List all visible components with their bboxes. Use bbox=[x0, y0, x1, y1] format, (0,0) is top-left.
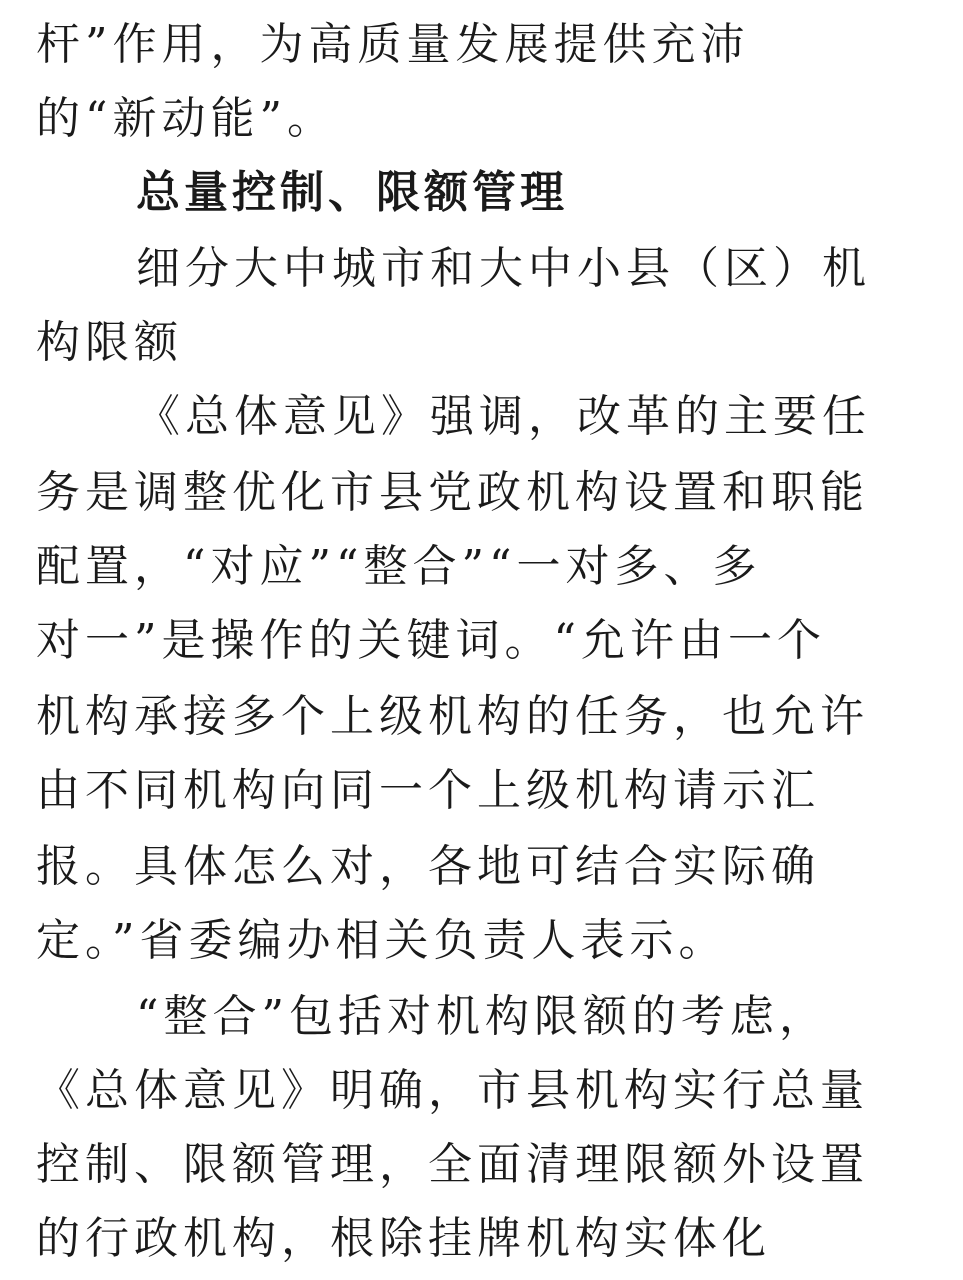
paragraph-line: 细分大中城市和大中小县（区）机 bbox=[136, 243, 871, 294]
section-heading: 总量控制、限额管理 bbox=[136, 167, 568, 218]
paragraph-line: 控制、限额管理，全面清理限额外设置 bbox=[36, 1139, 869, 1190]
paragraph-line: 《总体意见》明确，市县机构实行总量 bbox=[36, 1065, 869, 1116]
paragraph-line: 的“新动能”。 bbox=[36, 93, 336, 144]
paragraph-line: 构限额 bbox=[36, 317, 183, 368]
paragraph-line: “整合”包括对机构限额的考虑， bbox=[136, 991, 828, 1042]
paragraph-line: 由不同机构向同一个上级机构请示汇 bbox=[36, 765, 820, 816]
paragraph-line: 定。”省委编办相关负责人表示。 bbox=[36, 915, 728, 966]
paragraph-line: 杆”作用，为高质量发展提供充沛 bbox=[36, 19, 750, 70]
paragraph-line: 《总体意见》强调，改革的主要任 bbox=[136, 391, 871, 442]
paragraph-line: 报。具体怎么对，各地可结合实际确 bbox=[36, 841, 820, 892]
paragraph-line: 务是调整优化市县党政机构设置和职能 bbox=[36, 467, 869, 518]
paragraph-line: 的行政机构，根除挂牌机构实体化 bbox=[36, 1213, 771, 1264]
paragraph-line: 配置，“对应”“整合”“一对多、多 bbox=[36, 541, 762, 592]
paragraph-line: 机构承接多个上级机构的任务，也允许 bbox=[36, 691, 869, 742]
paragraph-line: 对一”是操作的关键词。“允许由一个 bbox=[36, 615, 826, 666]
